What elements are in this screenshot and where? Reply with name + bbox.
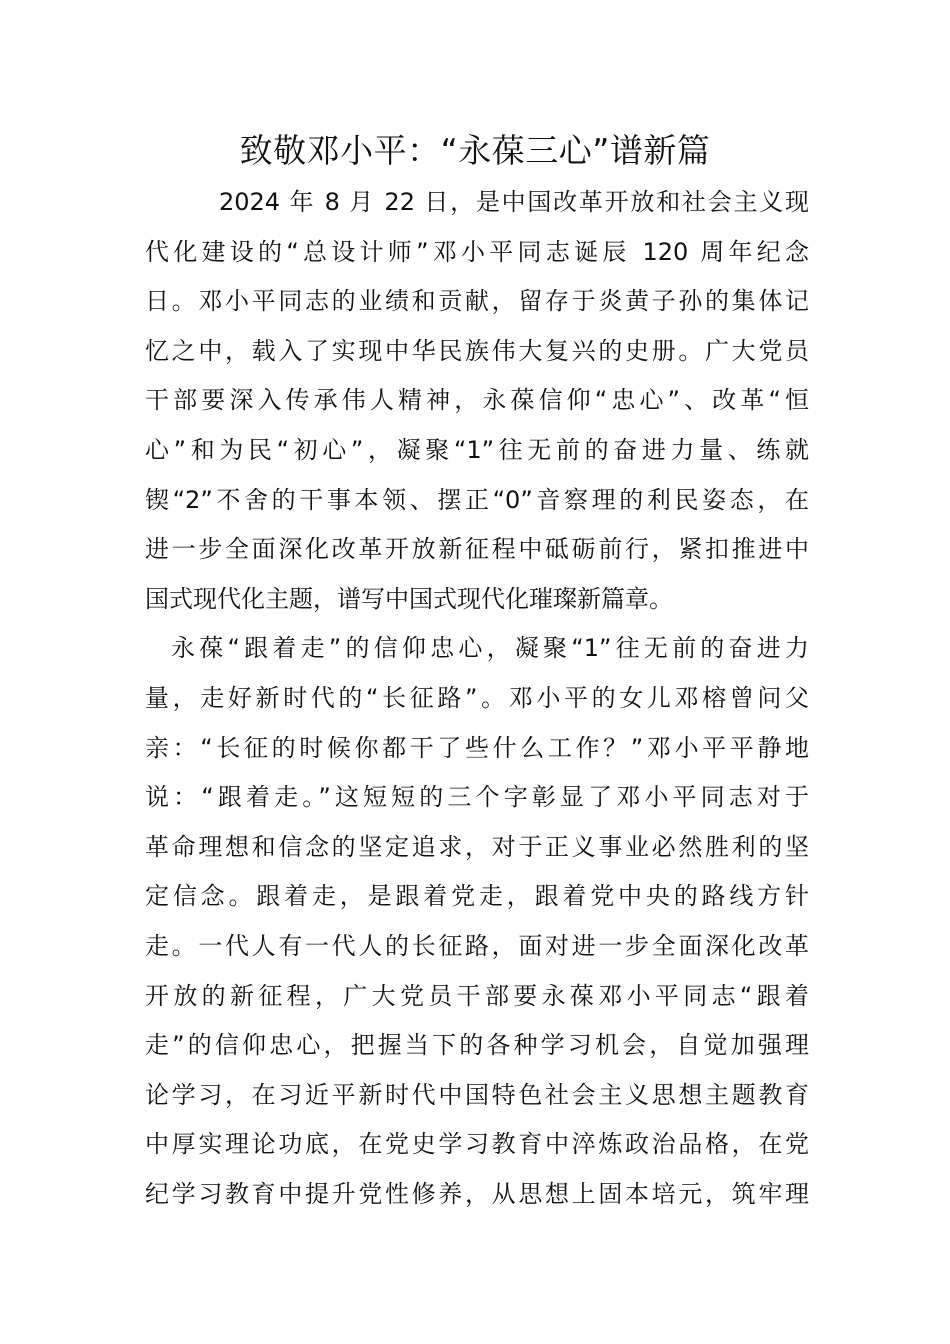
text-line: 量，走好新时代的“长征路”。邓小平的女儿邓榕曾问父 [145,683,809,712]
text-line: 说：“跟着走。”这短短的三个字彰显了邓小平同志对于 [145,783,809,812]
text-line: 纪学习教育中提升党性修养，从思想上固本培元，筑牢理 [145,1179,809,1208]
text-line: 2024 年 8 月 22 日，是中国改革开放和社会主义现 [219,188,809,216]
text-line: 心”和为民“初心”，凝聚“1”往无前的奋进力量、练就 [145,435,809,464]
document-body [145,178,809,1219]
text-line: 代化建设的“总设计师”邓小平同志诞辰 120 周年纪念 [145,237,809,266]
text-line: 永葆“跟着走”的信仰忠心，凝聚“1”往无前的奋进力 [171,634,809,663]
text-line: 革命理想和信念的坚定追求，对于正义事业必然胜利的坚 [145,832,809,861]
text-line: 日。邓小平同志的业绩和贡献，留存于炎黄子孙的集体记 [145,287,809,316]
text-line: 走。一代人有一代人的长征路，面对进一步全面深化改革 [145,931,809,960]
text-line: 中厚实理论功底，在党史学习教育中淬炼政治品格，在党 [145,1130,809,1159]
text-line: 走”的信仰忠心，把握当下的各种学习机会，自觉加强理 [145,1031,809,1060]
text-line: 开放的新征程，广大党员干部要永葆邓小平同志“跟着 [145,981,809,1010]
text-line: 国式现代化主题，谱写中国式现代化璀璨新篇章。 [145,584,673,613]
text-line: 论学习，在习近平新时代中国特色社会主义思想主题教育 [145,1080,809,1109]
text-line: 亲：“长征的时候你都干了些什么工作？”邓小平平静地 [145,733,809,762]
text-line: 定信念。跟着走，是跟着党走，跟着党中央的路线方针 [145,882,809,911]
text-line: 干部要深入传承伟人精神，永葆信仰“忠心”、改革“恒 [145,386,809,415]
text-line: 锲“2”不舍的干事本领、摆正“0”音察理的利民姿态，在 [145,485,809,514]
document-title: 致敬邓小平：“永葆三心”谱新篇 [239,131,711,170]
text-line: 进一步全面深化改革开放新征程中砥砺前行，紧扣推进中 [145,535,809,564]
text-line: 忆之中，载入了实现中华民族伟大复兴的史册。广大党员 [145,336,809,365]
